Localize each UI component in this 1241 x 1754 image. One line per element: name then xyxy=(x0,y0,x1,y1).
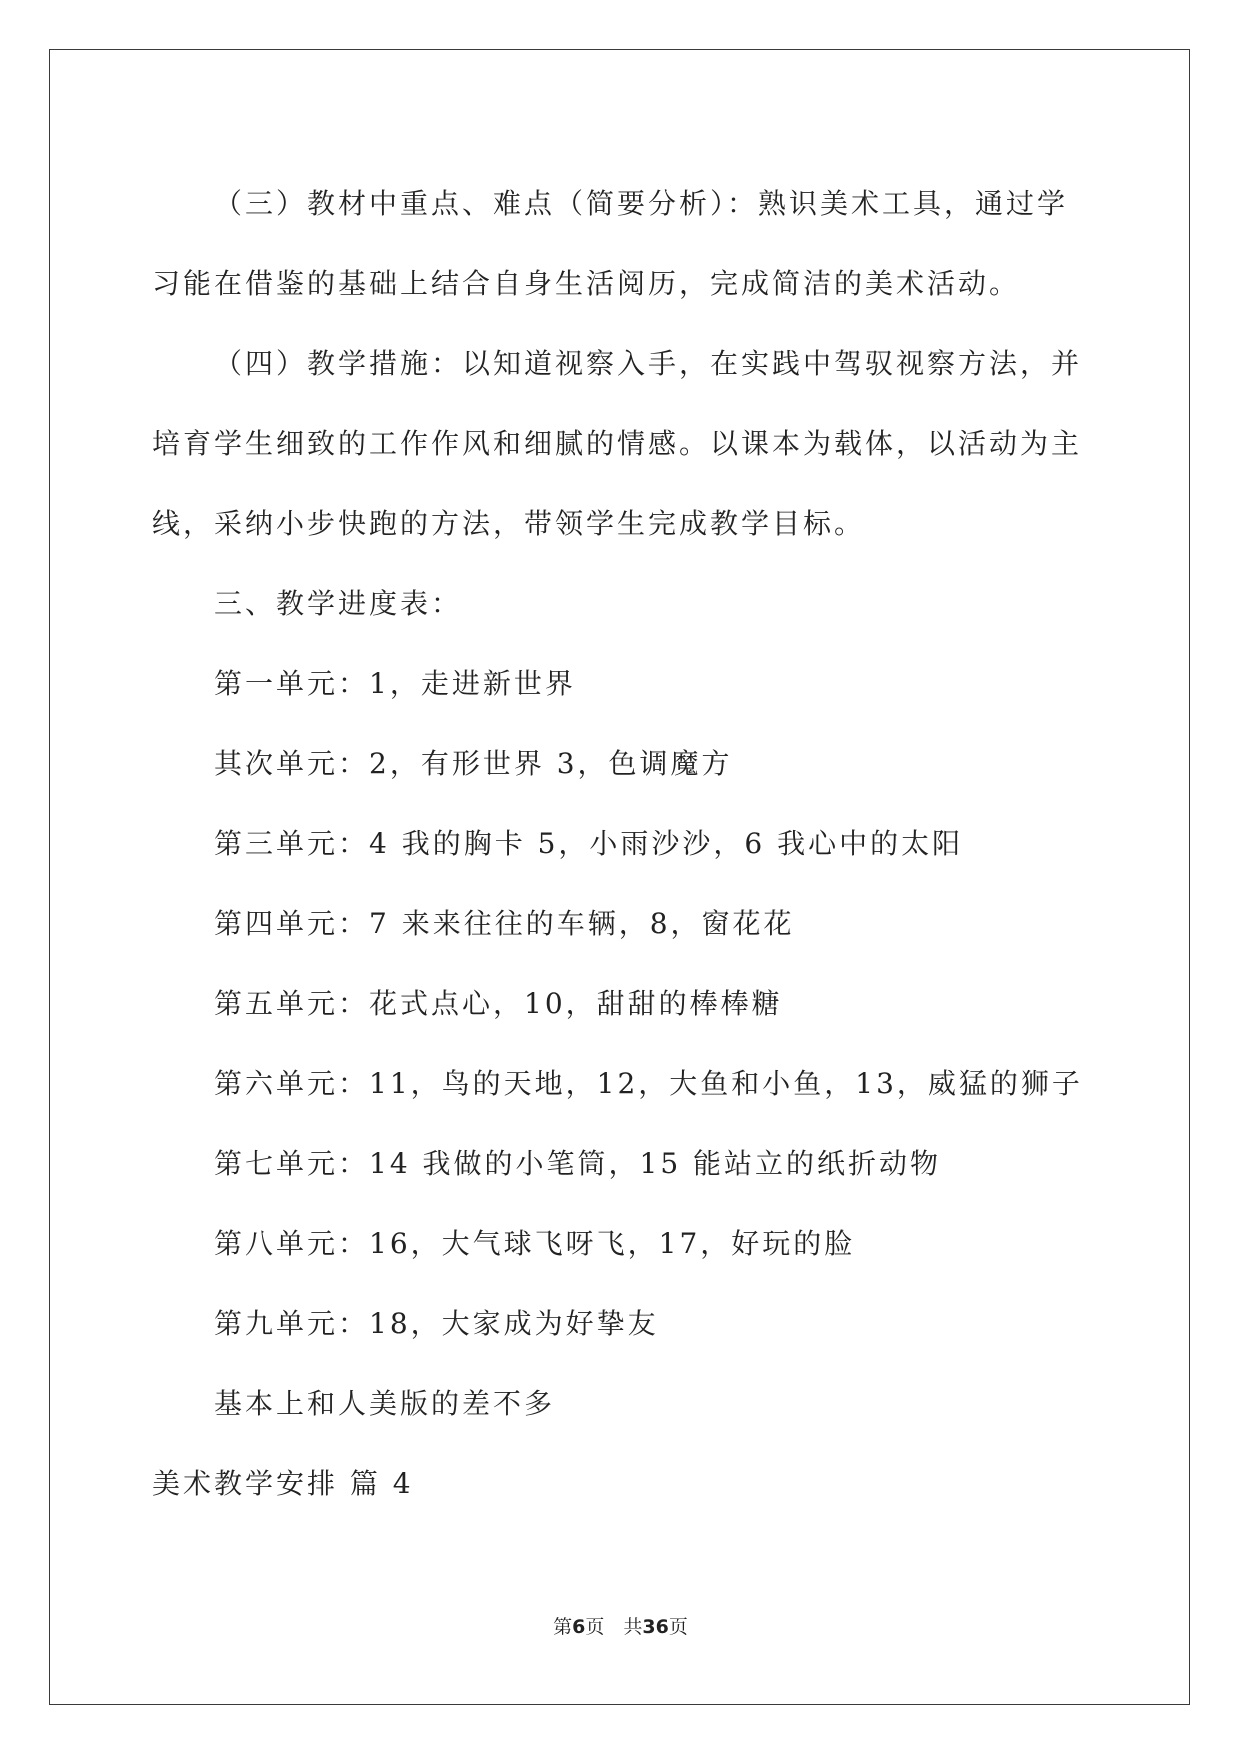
paragraph-key-points: （三）教材中重点、难点（简要分析）：熟识美术工具，通过学习能在借鉴的基础上结合自身生活阅历，完成简洁的美术活动。 xyxy=(152,187,1069,300)
unit-line: 第六单元：11，鸟的天地，12，大鱼和小鱼，13，威猛的狮子 xyxy=(214,1067,1083,1100)
footer-page-number: 6 xyxy=(572,1616,586,1638)
unit-line: 第五单元：花式点心，10，甜甜的棒棒糖 xyxy=(214,987,783,1020)
unit-line: 其次单元：2，有形世界 3，色调魔方 xyxy=(214,747,733,780)
document-body xyxy=(152,164,1092,1524)
schedule-title: 三、教学进度表： xyxy=(214,587,463,620)
unit-line: 第七单元：14 我做的小笔筒，15 能站立的纸折动物 xyxy=(214,1147,942,1180)
unit-line: 第四单元：7 来来往往的车辆，8，窗花花 xyxy=(214,907,795,940)
footer-suffix: 页 xyxy=(668,1616,688,1638)
paragraph-teaching-measures: （四）教学措施：以知道视察入手，在实践中驾驭视察方法，并培育学生细致的工作作风和细腻的情感。以课本为载体，以活动为主线，采纳小步快跑的方法，带领学生完成教学目标。 xyxy=(152,347,1083,540)
unit-line: 第三单元：4 我的胸卡 5，小雨沙沙，6 我心中的太阳 xyxy=(214,827,964,860)
footer-total-pages: 36 xyxy=(642,1616,669,1638)
footer-prefix: 第 xyxy=(553,1616,573,1638)
footer-middle: 页 共 xyxy=(585,1616,643,1638)
unit-line: 第一单元：1，走进新世界 xyxy=(214,667,576,700)
section-heading: 美术教学安排 篇 4 xyxy=(152,1467,414,1500)
unit-line: 第九单元：18，大家成为好挚友 xyxy=(214,1307,659,1340)
note-line: 基本上和人美版的差不多 xyxy=(214,1387,556,1420)
page-footer xyxy=(0,1612,1241,1639)
unit-line: 第八单元：16，大气球飞呀飞，17，好玩的脸 xyxy=(214,1227,856,1260)
